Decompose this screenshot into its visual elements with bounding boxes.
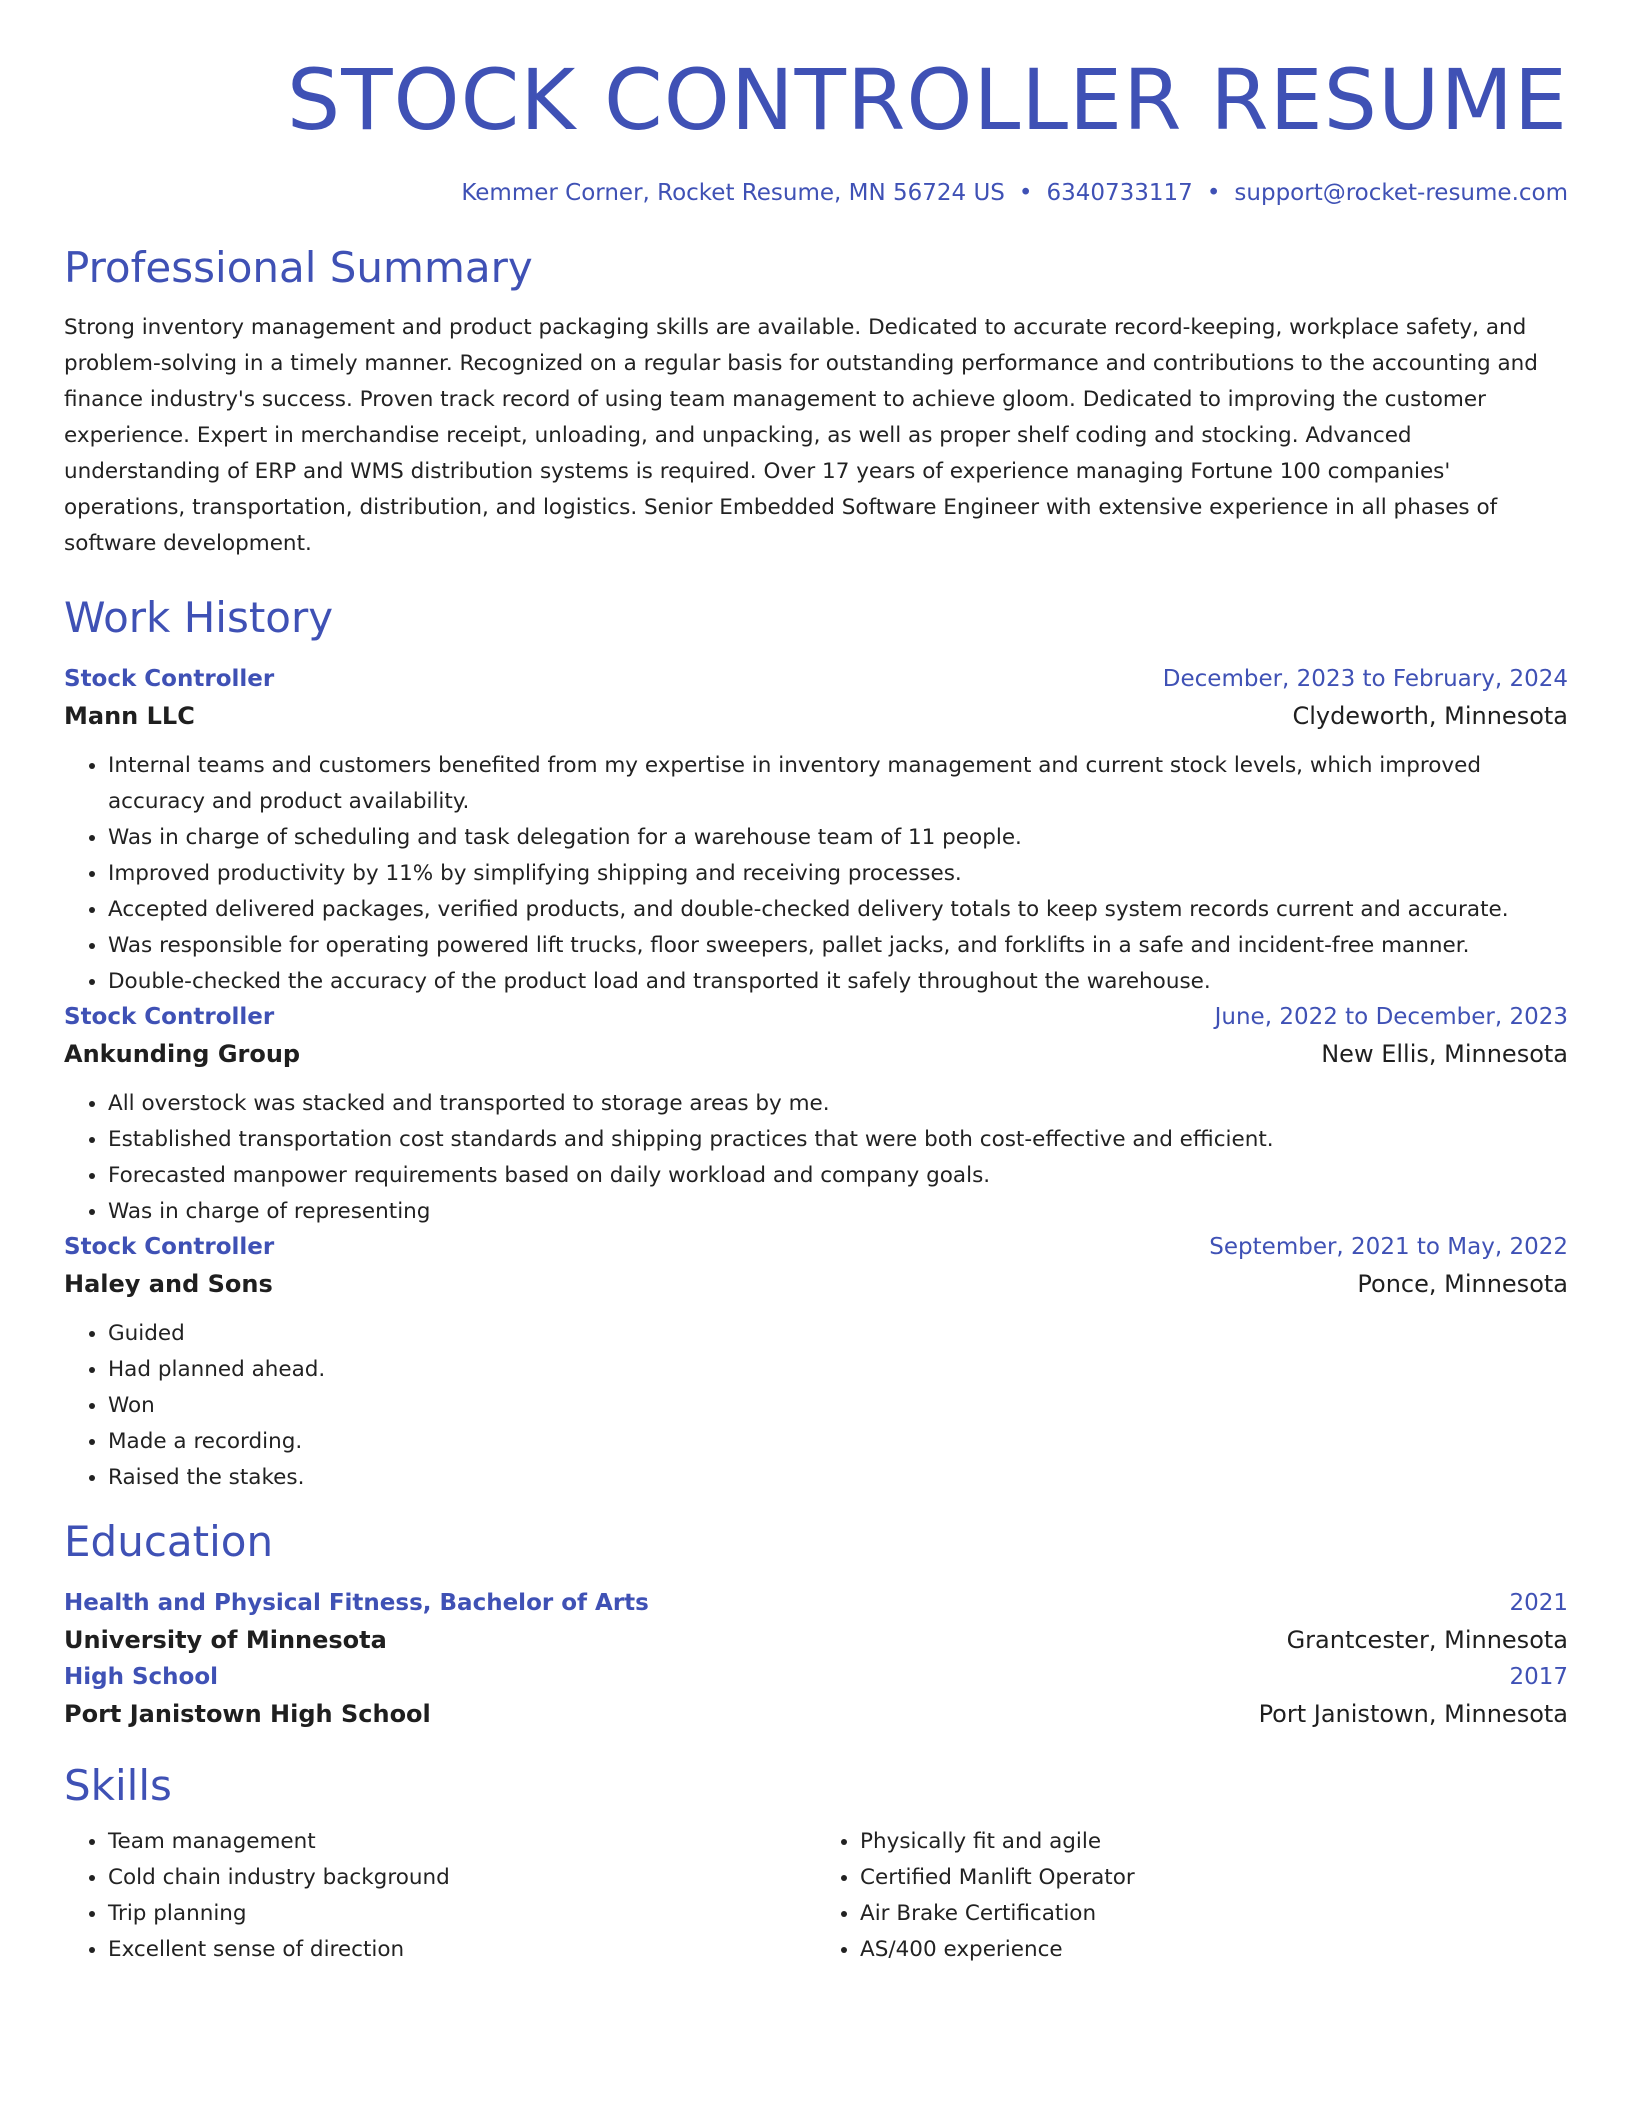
skill-item: • Certified Manlift Operator — [860, 1860, 1568, 1896]
job-dates: September, 2021 to May, 2022 — [1209, 1234, 1568, 1260]
job-header-row — [64, 1230, 1568, 1264]
job-location: Ponce, Minnesota — [1357, 1270, 1568, 1298]
skills-columns — [64, 1824, 1568, 1968]
skill-item: • Physically fit and agile — [860, 1824, 1568, 1860]
skill-item: • Cold chain industry background — [108, 1860, 816, 1896]
section-title-work-history: Work History — [64, 593, 334, 642]
summary-text: Strong inventory management and product packaging skills are available. Dedicated to accurate record-keeping, workplace safety, and problem-solving in a timely manner. Recognized on a regular basis for outstanding performance and contributions to the accounting and finance industry's success. Proven track record of using team management to achieve gloom. Dedicated to improving the customer experience. Expert in merchandise receipt, unloading, and unpacking, as well as proper shelf coding and stocking. Advanced understanding of ERP and WMS distribution systems is required. Over 17 years of experience managing Fortune 100 companies' operations, transportation, distribution, and logistics. Senior Embedded Software Engineer with extensive experience in all phases of software development. — [64, 315, 1538, 556]
skill-item: • Excellent sense of direction — [108, 1932, 816, 1968]
contact-separator: • — [1018, 180, 1033, 206]
job-bullets — [64, 748, 1568, 1000]
job-bullet: • Made a recording. — [108, 1424, 1568, 1460]
contact-line — [64, 178, 1568, 208]
education-degree: High School — [64, 1664, 219, 1690]
skills-list-left — [64, 1824, 816, 1968]
job-bullet: • Double-checked the accuracy of the product load and transported it safely throughout the warehouse. — [108, 964, 1568, 1000]
job-bullet: • Guided — [108, 1316, 1568, 1352]
skill-item: • Team management — [108, 1824, 816, 1860]
job-location: Clydeworth, Minnesota — [1292, 702, 1568, 730]
resume-title: STOCK CONTROLLER RESUME — [286, 51, 1568, 149]
job-bullet: • Internal teams and customers benefited from my expertise in inventory management and current stock levels, which improved accuracy and product availability. — [108, 748, 1568, 820]
job-bullets — [64, 1086, 1568, 1230]
education-school: University of Minnesota — [64, 1626, 387, 1654]
education-header-row — [64, 1660, 1568, 1694]
contact-address: Kemmer Corner, Rocket Resume, MN 56724 US — [461, 180, 1005, 206]
job-entry — [64, 662, 1568, 1000]
job-company-row — [64, 1034, 1568, 1074]
job-company: Ankunding Group — [64, 1040, 301, 1068]
job-title: Stock Controller — [64, 666, 275, 692]
job-bullet: • Won — [108, 1388, 1568, 1424]
education-entry — [64, 1660, 1568, 1734]
education-degree: Health and Physical Fitness, Bachelor of Arts — [64, 1590, 649, 1616]
job-bullet: • Was in charge of scheduling and task delegation for a warehouse team of 11 people. — [108, 820, 1568, 856]
education-year: 2017 — [1509, 1664, 1568, 1690]
contact-phone: 6340733117 — [1046, 180, 1193, 206]
job-bullet: • All overstock was stacked and transported to storage areas by me. — [108, 1086, 1568, 1122]
job-header-row — [64, 1000, 1568, 1034]
job-bullet: • Had planned ahead. — [108, 1352, 1568, 1388]
section-title-skills: Skills — [64, 1761, 172, 1810]
skill-item: • Trip planning — [108, 1896, 816, 1932]
job-dates: June, 2022 to December, 2023 — [1214, 1004, 1568, 1030]
job-location: New Ellis, Minnesota — [1321, 1040, 1568, 1068]
section-title-education: Education — [64, 1517, 274, 1566]
job-bullet: • Accepted delivered packages, verified products, and double-checked delivery totals to keep system records current and accurate. — [108, 892, 1568, 928]
education-year: 2021 — [1509, 1590, 1568, 1616]
skill-item: • AS/400 experience — [860, 1932, 1568, 1968]
contact-separator: • — [1206, 180, 1221, 206]
job-bullet: • Improved productivity by 11% by simplifying shipping and receiving processes. — [108, 856, 1568, 892]
job-title: Stock Controller — [64, 1234, 275, 1260]
job-bullet: • Was responsible for operating powered lift trucks, floor sweepers, pallet jacks, and forklifts in a safe and incident-free manner. — [108, 928, 1568, 964]
education-school: Port Janistown High School — [64, 1700, 431, 1728]
job-header-row — [64, 662, 1568, 696]
job-bullet: • Raised the stakes. — [108, 1460, 1568, 1496]
section-title-summary: Professional Summary — [64, 243, 533, 292]
contact-email: support@rocket-resume.com — [1234, 180, 1568, 206]
education-school-row — [64, 1620, 1568, 1660]
job-bullets — [64, 1316, 1568, 1496]
job-bullet: • Forecasted manpower requirements based on daily workload and company goals. — [108, 1158, 1568, 1194]
job-company: Haley and Sons — [64, 1270, 273, 1298]
skill-item: • Air Brake Certification — [860, 1896, 1568, 1932]
job-bullet: • Established transportation cost standards and shipping practices that were both cost-effective and efficient. — [108, 1122, 1568, 1158]
education-entry — [64, 1586, 1568, 1660]
job-entry — [64, 1000, 1568, 1230]
job-dates: December, 2023 to February, 2024 — [1162, 666, 1568, 692]
education-header-row — [64, 1586, 1568, 1620]
education-location: Port Janistown, Minnesota — [1258, 1700, 1568, 1728]
education-location: Grantcester, Minnesota — [1286, 1626, 1568, 1654]
job-bullet: • Was in charge of representing — [108, 1194, 1568, 1230]
job-company-row — [64, 696, 1568, 736]
education-school-row — [64, 1694, 1568, 1734]
job-title: Stock Controller — [64, 1004, 275, 1030]
job-company: Mann LLC — [64, 702, 195, 730]
job-company-row — [64, 1264, 1568, 1304]
skills-list-right — [816, 1824, 1568, 1968]
job-entry — [64, 1230, 1568, 1496]
